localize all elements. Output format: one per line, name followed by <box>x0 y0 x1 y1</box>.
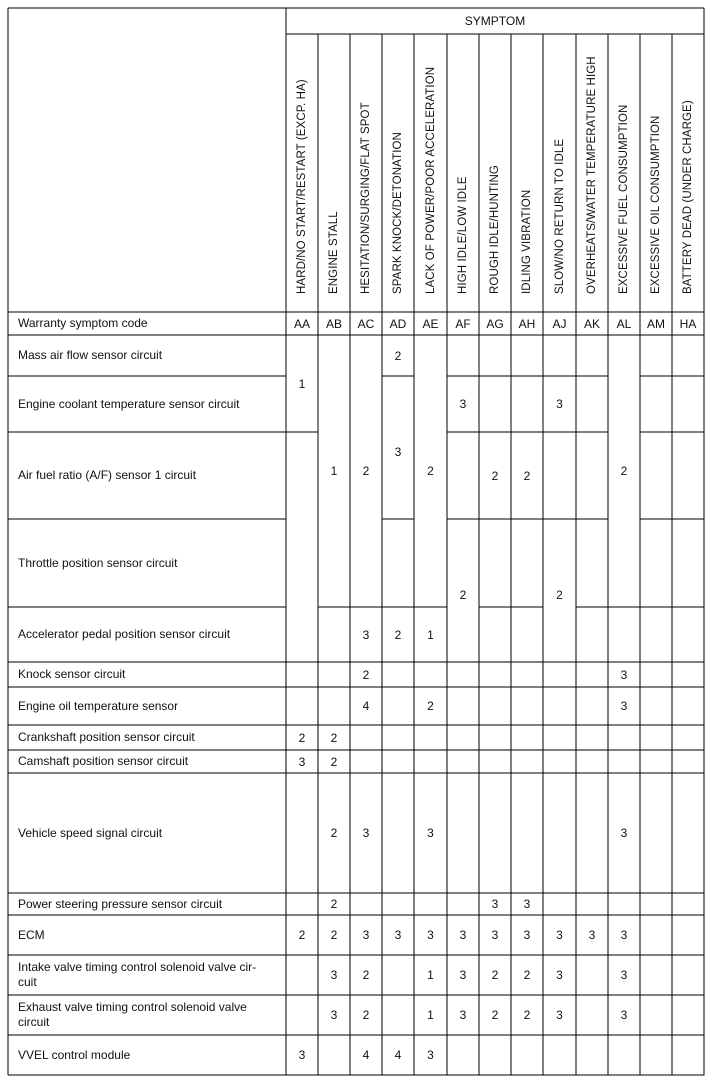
matrix-cell-value: 3 <box>556 397 563 411</box>
symptom-column-header <box>414 34 447 312</box>
matrix-cell-value <box>672 1035 704 1075</box>
component-row-label: Camshaft position sensor circuit <box>18 754 189 768</box>
matrix-cell-value: 3 <box>298 1048 306 1062</box>
warranty-code-cell: AJ <box>552 316 567 331</box>
matrix-cell-value: 3 <box>556 928 563 942</box>
matrix-cell-value: 3 <box>298 754 306 769</box>
matrix-cell-value <box>672 335 704 376</box>
warranty-code-cell: HA <box>679 316 697 331</box>
matrix-cell-value <box>350 893 382 915</box>
matrix-cell-value <box>543 662 576 687</box>
matrix-cell-value <box>672 725 704 750</box>
matrix-cell-value <box>576 773 608 893</box>
matrix-cell-value <box>447 335 479 376</box>
matrix-cell-value <box>382 687 414 725</box>
matrix-cell-value <box>640 432 672 519</box>
matrix-cell-value: 3 <box>427 928 434 942</box>
matrix-cell-value <box>479 1035 511 1075</box>
matrix-cell-value: 2 <box>491 968 499 982</box>
matrix-cell-value <box>672 773 704 893</box>
matrix-cell-value <box>576 893 608 915</box>
matrix-cell-value <box>318 607 350 662</box>
matrix-cell-value: 3 <box>620 1008 628 1022</box>
matrix-cell-value: 2 <box>362 1008 370 1022</box>
matrix-cell-value <box>382 662 414 687</box>
matrix-cell-value: 4 <box>362 1048 370 1062</box>
matrix-cell-value <box>511 687 543 725</box>
matrix-cell-value <box>640 893 672 915</box>
matrix-cell-value <box>672 915 704 955</box>
matrix-cell-value <box>576 750 608 773</box>
matrix-cell-value: 3 <box>588 928 596 942</box>
matrix-cell-value: 2 <box>362 968 370 982</box>
warranty-code-cell: AH <box>518 316 536 331</box>
matrix-cell-value <box>672 376 704 432</box>
matrix-cell-value: 4 <box>394 1048 402 1062</box>
matrix-cell-value <box>511 1035 543 1075</box>
matrix-cell-value <box>382 995 414 1035</box>
matrix-cell-value: 2 <box>427 464 434 478</box>
matrix-cell-value <box>479 687 511 725</box>
symptom-name: EXCESSIVE OIL CONSUMPTION <box>650 115 662 294</box>
matrix-cell-value: 2 <box>491 1008 499 1022</box>
matrix-cell-value <box>576 519 608 607</box>
matrix-cell-value: 1 <box>427 1008 434 1022</box>
matrix-cell-value <box>640 750 672 773</box>
symptom-column-header <box>479 34 511 312</box>
component-row-label: Air fuel ratio (A/F) sensor 1 circuit <box>18 468 197 482</box>
matrix-cell-value: 1 <box>298 376 306 391</box>
matrix-cell-value <box>382 893 414 915</box>
matrix-cell-value <box>479 725 511 750</box>
matrix-cell-value <box>672 662 704 687</box>
matrix-cell-value <box>414 725 447 750</box>
component-row-label: Accelerator pedal position sensor circuit <box>18 627 231 641</box>
matrix-cell-value: 3 <box>556 968 563 982</box>
matrix-cell-value: 3 <box>459 1008 467 1022</box>
matrix-cell-value: 2 <box>523 468 531 483</box>
symptom-column-header <box>382 34 414 312</box>
matrix-cell-value: 2 <box>330 754 338 769</box>
matrix-cell-value <box>447 725 479 750</box>
symptom-name: HIGH IDLE/LOW IDLE <box>457 176 469 294</box>
matrix-cell-value <box>640 687 672 725</box>
matrix-cell-value: 1 <box>427 968 434 982</box>
matrix-cell-value <box>640 662 672 687</box>
matrix-cell-value <box>382 519 414 607</box>
warranty-code-cell: AD <box>389 316 407 331</box>
matrix-cell-value <box>286 662 318 687</box>
matrix-cell-value <box>318 662 350 687</box>
matrix-cell-value <box>543 725 576 750</box>
matrix-cell-value <box>382 773 414 893</box>
matrix-cell-value <box>543 1035 576 1075</box>
matrix-cell-value <box>447 893 479 915</box>
matrix-cell-value: 2 <box>330 897 338 911</box>
matrix-cell-value: 3 <box>556 1008 563 1022</box>
matrix-cell-value <box>576 995 608 1035</box>
matrix-cell-value: 2 <box>330 826 338 840</box>
matrix-cell-value <box>608 607 640 662</box>
matrix-cell-value <box>479 750 511 773</box>
component-row-label: Vehicle speed signal circuit <box>18 825 163 840</box>
matrix-cell-value: 2 <box>556 588 563 602</box>
matrix-cell-value <box>640 955 672 995</box>
matrix-cell-value <box>447 432 479 519</box>
matrix-cell-value <box>576 607 608 662</box>
symptom-column-header <box>672 34 704 312</box>
symptom-name: IDLING VIBRATION <box>521 189 533 294</box>
component-row-label: Intake valve timing control solenoid valve cir- cuit <box>18 960 257 989</box>
matrix-cell-value: 3 <box>362 928 370 942</box>
symptom-column-header <box>318 34 350 312</box>
symptom-name: BATTERY DEAD (UNDER CHARGE) <box>682 100 694 294</box>
matrix-cell-value <box>672 432 704 519</box>
matrix-cell-value <box>414 750 447 773</box>
matrix-cell-value: 3 <box>620 826 628 840</box>
symptom-name: EXCESSIVE FUEL CONSUMPTION <box>618 104 630 294</box>
warranty-code-cell: AG <box>486 316 504 331</box>
matrix-cell-value: 3 <box>394 928 402 942</box>
symptom-name: ENGINE STALL <box>328 211 340 294</box>
matrix-cell-value: 4 <box>362 699 370 713</box>
matrix-cell-value <box>286 687 318 725</box>
matrix-cell-value <box>640 335 672 376</box>
matrix-cell-value <box>543 335 576 376</box>
component-row-label: Engine oil temperature sensor <box>18 698 179 713</box>
component-row-label: Engine coolant temperature sensor circuit <box>18 396 240 411</box>
matrix-cell-value <box>286 893 318 915</box>
matrix-cell-value: 2 <box>362 464 370 478</box>
matrix-cell-value <box>511 335 543 376</box>
matrix-cell-value: 2 <box>362 667 370 682</box>
matrix-cell-value <box>286 432 318 662</box>
matrix-cell-value <box>511 725 543 750</box>
symptom-column-header <box>286 34 318 312</box>
matrix-cell-value <box>382 955 414 995</box>
matrix-cell-value <box>576 1035 608 1075</box>
matrix-cell-value: 2 <box>620 464 628 478</box>
warranty-code-cell: AC <box>357 316 375 331</box>
matrix-cell-value: 3 <box>330 968 338 982</box>
matrix-cell-value: 2 <box>298 928 306 942</box>
matrix-cell-value: 3 <box>620 968 628 982</box>
symptom-column-header <box>511 34 543 312</box>
matrix-cell-value: 3 <box>427 1048 434 1062</box>
symptom-name: SLOW/NO RETURN TO IDLE <box>553 138 566 294</box>
matrix-cell-value <box>640 376 672 432</box>
symptom-name: HARD/NO START/RESTART (EXCP. HA) <box>296 79 308 294</box>
matrix-cell-value: 2 <box>394 627 402 642</box>
matrix-cell-value <box>608 1035 640 1075</box>
matrix-cell-value: 2 <box>394 348 402 363</box>
matrix-cell-value <box>640 725 672 750</box>
matrix-cell-value <box>447 773 479 893</box>
symptom-name: ROUGH IDLE/HUNTING <box>489 165 501 294</box>
symptom-column-header <box>576 34 608 312</box>
matrix-cell-value <box>576 725 608 750</box>
matrix-cell-value <box>543 750 576 773</box>
matrix-cell-value <box>511 607 543 662</box>
matrix-cell-value <box>479 773 511 893</box>
matrix-cell-value <box>672 519 704 607</box>
matrix-cell-value <box>640 995 672 1035</box>
symptom-header: SYMPTOM <box>464 14 526 28</box>
matrix-cell-value <box>640 1035 672 1075</box>
matrix-cell-value <box>640 607 672 662</box>
matrix-cell-value <box>640 519 672 607</box>
matrix-cell-value: 3 <box>394 445 402 459</box>
matrix-cell-value <box>479 335 511 376</box>
matrix-cell-value <box>576 687 608 725</box>
symptom-name: OVERHEATS/WATER TEMPERATURE HIGH <box>586 56 598 294</box>
matrix-cell-value: 3 <box>620 928 628 942</box>
matrix-cell-value <box>318 1035 350 1075</box>
symptom-column-header <box>640 34 672 312</box>
matrix-cell-value: 3 <box>427 826 434 840</box>
matrix-cell-value <box>640 773 672 893</box>
matrix-cell-value <box>576 955 608 995</box>
matrix-cell-value: 3 <box>362 826 370 840</box>
matrix-cell-value: 3 <box>491 928 499 942</box>
matrix-cell-value <box>414 662 447 687</box>
matrix-cell-value <box>447 662 479 687</box>
matrix-cell-value <box>479 376 511 432</box>
matrix-cell-value <box>286 995 318 1035</box>
matrix-cell-value <box>511 773 543 893</box>
matrix-cell-value: 1 <box>330 464 338 478</box>
component-row-label: Exhaust valve timing control solenoid valve circuit <box>18 1000 247 1029</box>
symptom-column-header <box>608 34 640 312</box>
matrix-cell-value: 3 <box>330 1008 338 1022</box>
component-row-label: Knock sensor circuit <box>18 667 126 681</box>
symptom-name: HESITATION/SURGING/FLAT SPOT <box>360 102 372 294</box>
matrix-cell-value <box>576 376 608 432</box>
matrix-cell-value <box>447 1035 479 1075</box>
matrix-cell-value: 3 <box>362 627 370 642</box>
symptom-name: SPARK KNOCK/DETONATION <box>392 132 404 294</box>
matrix-cell-value: 2 <box>298 730 306 745</box>
warranty-code-cell: AM <box>647 316 665 331</box>
matrix-cell-value <box>447 750 479 773</box>
matrix-cell-value <box>286 773 318 893</box>
matrix-cell-value <box>672 955 704 995</box>
warranty-code-row-label: Warranty symptom code <box>18 316 148 330</box>
symptom-column-header <box>350 34 382 312</box>
warranty-code-cell: AE <box>422 316 439 331</box>
matrix-cell-value: 3 <box>620 699 628 713</box>
component-row-label: Mass air flow sensor circuit <box>18 348 163 362</box>
matrix-cell-value <box>382 725 414 750</box>
matrix-cell-value <box>672 893 704 915</box>
matrix-cell-value <box>608 725 640 750</box>
matrix-cell-value <box>672 687 704 725</box>
symptom-column-header <box>447 34 479 312</box>
matrix-cell-value <box>576 335 608 376</box>
component-row-label: Crankshaft position sensor circuit <box>18 730 195 744</box>
warranty-code-cell: AA <box>293 316 310 331</box>
matrix-cell-value <box>543 773 576 893</box>
matrix-cell-value <box>608 750 640 773</box>
matrix-cell-value: 3 <box>459 397 467 411</box>
matrix-cell-value <box>414 893 447 915</box>
matrix-cell-value <box>479 519 511 607</box>
matrix-cell-value <box>447 687 479 725</box>
matrix-cell-value <box>640 915 672 955</box>
matrix-cell-value <box>576 432 608 519</box>
matrix-cell-value: 2 <box>523 968 531 982</box>
matrix-cell-value <box>479 607 511 662</box>
matrix-cell-value <box>382 750 414 773</box>
matrix-cell-value: 3 <box>523 928 531 942</box>
matrix-cell-value: 2 <box>459 588 467 602</box>
matrix-cell-value <box>543 432 576 519</box>
component-row-label: ECM <box>18 927 45 942</box>
matrix-cell-value: 3 <box>459 968 467 982</box>
matrix-cell-value <box>608 893 640 915</box>
component-row-label: Power steering pressure sensor circuit <box>18 896 223 911</box>
matrix-cell-value <box>511 519 543 607</box>
matrix-cell-value <box>511 750 543 773</box>
symptom-name: LACK OF POWER/POOR ACCELERATION <box>424 66 437 294</box>
matrix-cell-value <box>511 376 543 432</box>
matrix-cell-value <box>511 662 543 687</box>
matrix-cell-value <box>479 662 511 687</box>
matrix-cell-value <box>350 725 382 750</box>
matrix-cell-value: 2 <box>330 928 338 942</box>
matrix-cell-value: 2 <box>330 730 338 745</box>
symptom-column-header <box>543 34 576 312</box>
warranty-code-cell: AB <box>325 316 342 331</box>
warranty-code-cell: AL <box>616 316 632 331</box>
matrix-cell-value <box>286 955 318 995</box>
matrix-cell-value: 2 <box>427 699 434 713</box>
matrix-cell-value <box>576 662 608 687</box>
matrix-cell-value: 3 <box>491 897 499 911</box>
matrix-cell-value: 3 <box>459 928 467 942</box>
matrix-cell-value: 3 <box>620 667 628 682</box>
matrix-cell-value: 2 <box>491 468 499 483</box>
warranty-code-cell: AK <box>583 316 600 331</box>
matrix-cell-value <box>672 750 704 773</box>
matrix-cell-value <box>543 893 576 915</box>
warranty-code-cell: AF <box>455 316 471 331</box>
component-row-label: Throttle position sensor circuit <box>18 555 178 570</box>
matrix-cell-value: 1 <box>427 627 434 642</box>
matrix-cell-value <box>318 687 350 725</box>
matrix-cell-value: 2 <box>523 1008 531 1022</box>
matrix-cell-value: 3 <box>523 897 531 911</box>
matrix-cell-value <box>543 687 576 725</box>
matrix-cell-value <box>350 750 382 773</box>
matrix-cell-value <box>672 607 704 662</box>
matrix-cell-value <box>672 995 704 1035</box>
component-row-label: VVEL control module <box>18 1047 131 1062</box>
